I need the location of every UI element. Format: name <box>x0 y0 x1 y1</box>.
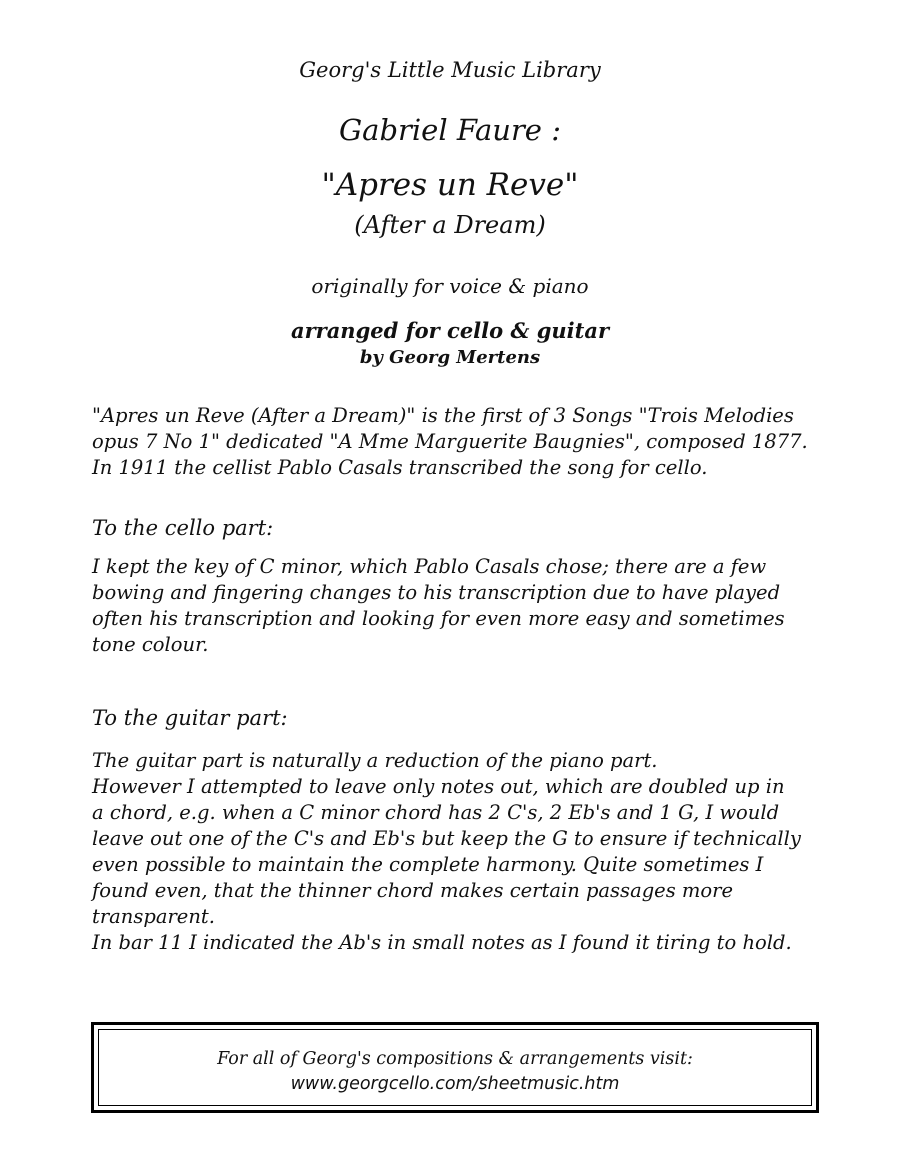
guitar-line: However I attempted to leave only notes out, which are doubled up in <box>92 775 785 798</box>
guitar-line: In bar 11 I indicated the Ab's in small notes as I found it tiring to hold. <box>92 931 792 954</box>
guitar-line: leave out one of the C's and Eb's but keep the G to ensure if technically <box>92 827 801 850</box>
cello-line: often his transcription and looking for even more easy and sometimes <box>92 607 785 630</box>
cello-line: I kept the key of C minor, which Pablo Casals chose; there are a few <box>92 555 767 578</box>
arranger-name: by Georg Mertens <box>359 347 541 368</box>
guitar-line: a chord, e.g. when a C minor chord has 2 C's, 2 Eb's and 1 G, I would <box>92 801 780 824</box>
guitar-line: The guitar part is naturally a reduction of the piano part. <box>92 749 658 772</box>
original-instrumentation: originally for voice & piano <box>311 274 589 298</box>
arrangement-line: arranged for cello & guitar <box>290 318 610 343</box>
piece-title: "Apres un Reve" <box>321 167 579 203</box>
footer-url-link[interactable]: www.georgcello.com/sheetmusic.htm <box>290 1074 620 1094</box>
library-name: Georg's Little Music Library <box>299 58 601 82</box>
footer-text: For all of Georg's compositions & arrangements visit: <box>217 1049 693 1069</box>
intro-line: In 1911 the cellist Pablo Casals transcribed the song for cello. <box>92 456 708 479</box>
cello-line: bowing and fingering changes to his transcription due to have played <box>92 581 781 604</box>
guitar-heading: To the guitar part: <box>92 706 288 730</box>
cello-paragraph <box>92 554 817 658</box>
cello-line: tone colour. <box>92 633 209 656</box>
intro-paragraph <box>92 403 817 481</box>
intro-line: "Apres un Reve (After a Dream)" is the first of 3 Songs "Trois Melodies <box>92 404 794 427</box>
piece-subtitle: (After a Dream) <box>354 211 546 239</box>
footer-box <box>91 1022 819 1113</box>
footer-inner-border <box>98 1029 812 1106</box>
intro-line: opus 7 No 1" dedicated "A Mme Marguerite Baugnies", composed 1877. <box>92 430 808 453</box>
composer-name: Gabriel Faure : <box>339 113 561 147</box>
guitar-paragraph <box>92 748 817 956</box>
guitar-line: found even, that the thinner chord makes certain passages more <box>92 879 734 902</box>
guitar-line: transparent. <box>92 905 215 928</box>
cello-heading: To the cello part: <box>92 516 274 540</box>
guitar-line: even possible to maintain the complete harmony. Quite sometimes I <box>92 853 764 876</box>
